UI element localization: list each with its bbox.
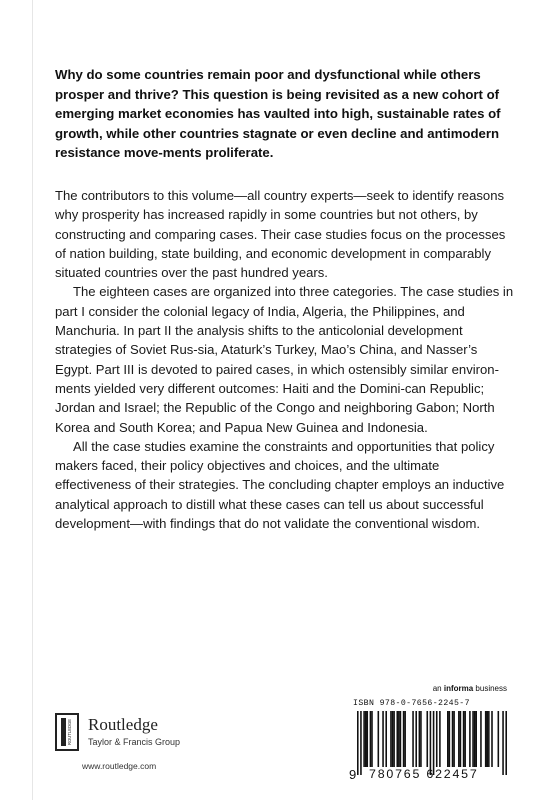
barcode-bar bbox=[412, 711, 414, 767]
barcode-bar bbox=[472, 711, 474, 767]
paragraph-3: All the case studies examine the constraints and opportunities that policy makers faced, their policy objectives and choices, and the ultimate effectiveness of their strategies. The concluding chapter employs an inductive analytical approach to distill what these cases can tell us about successful development—with findings that do not validate the conventional wisdom. bbox=[55, 438, 505, 532]
svg-text:ROUTLEDGE: ROUTLEDGE bbox=[67, 718, 72, 745]
barcode-bar bbox=[357, 711, 359, 775]
description-body bbox=[55, 186, 515, 533]
cover-panel bbox=[32, 0, 533, 800]
barcode-bar bbox=[382, 711, 384, 767]
barcode-bar bbox=[469, 711, 471, 767]
informa-tagline: an informa business bbox=[432, 684, 507, 693]
barcode-bar bbox=[419, 711, 421, 767]
barcode-bar bbox=[502, 711, 504, 775]
barcode-bar bbox=[486, 711, 488, 767]
barcode-bar bbox=[485, 711, 487, 767]
barcode-bar bbox=[366, 711, 368, 767]
barcode-bar bbox=[430, 711, 432, 775]
barcode-bar bbox=[452, 711, 454, 767]
barcode-bar bbox=[498, 711, 500, 767]
barcode-bar bbox=[491, 711, 493, 767]
intro-blurb: Why do some countries remain poor and dysfunctional while others prosper and thrive? This question is being revisited as a new cohort of emerging market economies has vaulted into high, sustainable rates of growth, while other countries stagnate or even decline and antimodern resistance move-ments proliferate. bbox=[55, 67, 501, 160]
barcode-bar bbox=[360, 711, 362, 775]
paragraph-2: The eighteen cases are organized into three categories. The case studies in part I consider the colonial legacy of India, Algeria, the Philippines, and Manchuria. In part II the analysis shifts to the anticolonial development strategies of Soviet Rus-sia, Ataturk’s Turkey, Mao’s China, and Nasser’s Egypt. Part III is devoted to paired cases, in which ostensibly similar environ-ments yielded very different outcomes: Haiti and the Domini-can Republic; Jordan and Israel; the Republic of the Congo and neighboring Gabon; North Korea and South Korea; and Papua New Guinea and Indonesia. bbox=[55, 284, 514, 435]
barcode-bar bbox=[404, 711, 406, 767]
barcode-block bbox=[349, 699, 507, 791]
barcode-bar bbox=[365, 711, 367, 767]
informa-brand: informa bbox=[443, 684, 474, 693]
barcode-bar bbox=[426, 711, 428, 767]
barcode-bar bbox=[474, 711, 476, 767]
barcode-bar bbox=[433, 711, 435, 775]
barcode-bar bbox=[453, 711, 455, 767]
barcode-bar bbox=[439, 711, 441, 767]
barcode-bar bbox=[463, 711, 465, 767]
barcode-bar bbox=[436, 711, 438, 767]
barcode-bar bbox=[371, 711, 373, 767]
barcode-bar bbox=[447, 711, 449, 767]
barcode-bar bbox=[420, 711, 422, 767]
publisher-name: Routledge bbox=[88, 715, 158, 734]
barcode-bar bbox=[390, 711, 392, 767]
barcode-bar bbox=[392, 711, 394, 767]
barcode-bar bbox=[396, 711, 398, 767]
paragraph-1: The contributors to this volume—all country experts—seek to identify reasons why prosperity has increased rapidly in some countries but not others, by constructing and comparing cases. Their case studies focus on the processes of nation building, state building, and economic development in comparably situated countries over the past hundred years. bbox=[55, 188, 506, 281]
publisher-block bbox=[54, 710, 284, 780]
barcode-bar bbox=[488, 711, 490, 767]
barcode-bar bbox=[385, 711, 387, 767]
barcode-bar bbox=[400, 711, 402, 767]
barcode-bar bbox=[449, 711, 451, 767]
publisher-url[interactable]: www.routledge.com bbox=[82, 761, 157, 771]
barcode-bar bbox=[403, 711, 405, 767]
barcode-icon bbox=[357, 711, 507, 775]
ean-digits: 780765 622457 bbox=[369, 767, 479, 781]
barcode-bar bbox=[393, 711, 395, 767]
barcode-bar bbox=[505, 711, 507, 775]
isbn-label: ISBN 978-0-7656-2245-7 bbox=[353, 699, 470, 708]
routledge-logo-icon bbox=[54, 713, 82, 753]
barcode-bar bbox=[363, 711, 365, 767]
barcode-bar bbox=[458, 711, 460, 767]
barcode-bar bbox=[475, 711, 477, 767]
ean-first-digit: 9 bbox=[349, 767, 357, 782]
barcode-bar bbox=[415, 711, 417, 767]
barcode-bar bbox=[398, 711, 400, 767]
barcode-bar bbox=[378, 711, 380, 767]
barcode-bar bbox=[370, 711, 372, 767]
publisher-group: Taylor & Francis Group bbox=[88, 737, 181, 747]
barcode-bar bbox=[464, 711, 466, 767]
barcode-bar bbox=[460, 711, 462, 767]
barcode-bar bbox=[480, 711, 482, 767]
